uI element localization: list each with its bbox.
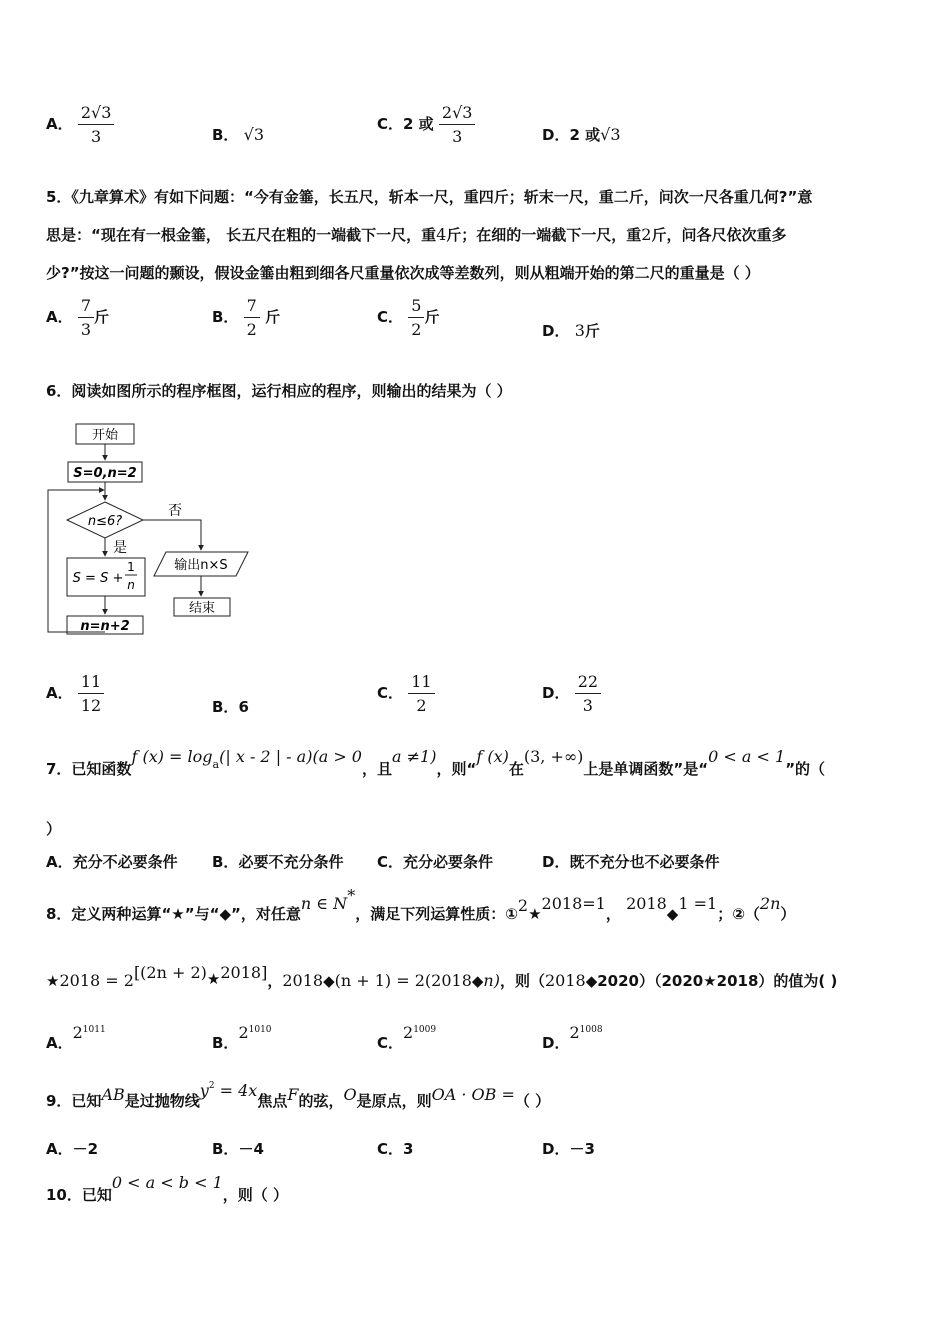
flow-no-line <box>143 520 201 550</box>
flow-end-label: 结束 <box>188 601 216 616</box>
flow-init-label: S=0,n=2 <box>73 466 137 481</box>
q9-option-d[interactable]: D．－3 <box>542 1140 595 1158</box>
fraction: $\frac{2√3}{3}$ <box>78 103 115 146</box>
fraction: $\frac{2√3}{3}$ <box>439 103 476 146</box>
q5-option-d[interactable]: D． 3斤 <box>542 321 600 340</box>
flow-update-n-label: n=n+2 <box>80 619 130 634</box>
q10-stem: 10．已知0 < a < b < 1，则（ ） <box>46 1173 288 1204</box>
q9-stem: 9．已知AB是过抛物线$y^2 = 4x$焦点F的弦，O是原点，则OA · OB =（ ） <box>46 1081 551 1110</box>
flow-yes-label: 是 <box>113 540 127 556</box>
flow-start-label: 开始 <box>91 428 119 443</box>
q8-option-b[interactable]: B．$2^{1010}$ <box>212 1023 272 1052</box>
q4-option-b[interactable]: B． √3 <box>212 125 265 144</box>
q4-option-a[interactable]: A． $\frac{2√3}{3}$ <box>46 103 114 146</box>
q8-line-2: ★2018 = 2[(2n + 2)★2018]，2018◆(n + 1) = 2(2018◆n)，则（2018◆2020）（2020★2018）的值为( ) <box>46 963 838 990</box>
q7-option-c[interactable]: C．充分必要条件 <box>377 853 494 871</box>
q5-line-1: 5．《九章算术》有如下问题：“今有金箠，长五尺，斩本一尺，重四斤；斩末一尺，重二斤，问次一尺各重几何?”意 <box>46 188 813 206</box>
q9-option-c[interactable]: C．3 <box>377 1140 414 1158</box>
q8-option-c[interactable]: C．$2^{1009}$ <box>377 1023 437 1052</box>
q8-option-a[interactable]: A．$2^{1011}$ <box>46 1023 106 1052</box>
q6-option-a[interactable]: A． $\frac{11}{12}$ <box>46 672 104 715</box>
flow-condition-label: n≤6? <box>87 514 123 529</box>
q6-flowchart <box>40 418 260 653</box>
q7-option-b[interactable]: B．必要不充分条件 <box>212 853 344 871</box>
q9-option-b[interactable]: B．－4 <box>212 1140 264 1158</box>
flow-output-label: 输出n×S <box>174 558 228 573</box>
flow-update-s-den: n <box>127 578 135 592</box>
q8-option-d[interactable]: D．$2^{1008}$ <box>542 1023 603 1052</box>
q5-option-a[interactable]: A． $\frac{7}{3}$ 斤 <box>46 296 110 339</box>
flow-loop-line <box>48 490 105 632</box>
q6-option-c[interactable]: C． $\frac{11}{2}$ <box>377 672 435 715</box>
q7-option-d[interactable]: D．既不充分也不必要条件 <box>542 853 720 871</box>
flow-update-s-num: 1 <box>127 560 135 574</box>
q5-line-3: 少?”按这一问题的颞设，假设金箠由粗到细各尺重量依次成等差数列，则从粗端开始的第二尺的重量是（ ） <box>46 264 760 282</box>
q7-option-a[interactable]: A．充分不必要条件 <box>46 853 178 871</box>
flow-update-s-label: S = S + <box>72 571 124 586</box>
q7-close: ） <box>46 820 62 838</box>
q9-option-a[interactable]: A．－2 <box>46 1140 99 1158</box>
q6-option-b[interactable]: B．6 <box>212 698 249 716</box>
q8-stem: 8．定义两种运算“★”与“◆”，对任意n ∈ N*，满足下列运算性质：①2★2018=1， 2018◆1 =1；②（2n） <box>46 886 796 923</box>
q5-option-c[interactable]: C． $\frac{5}{2}$ 斤 <box>377 296 440 339</box>
flow-no-label: 否 <box>168 503 182 519</box>
q7-stem: 7．已知函数f $(x) = \log^a(|$ x - 2 | - a)(a > 0，且a ≠1)，则“f (x)在(3, +∞)上是单调函数”是“0 < a < 1”的（ <box>46 747 826 778</box>
q5-option-b[interactable]: B． $\frac{7}{2}$ 斤 <box>212 296 281 339</box>
q4-option-d[interactable]: D．2 或√3 <box>542 125 621 144</box>
q6-stem: 6．阅读如图所示的程序框图，运行相应的程序，则输出的结果为（ ） <box>46 382 512 400</box>
q5-line-2: 思是：“现在有一根金箠， 长五尺在粗的一端截下一尺，重4斤；在细的一端截下一尺，重2斤，问各尺依次重多 <box>46 225 787 244</box>
q6-option-d[interactable]: D． $\frac{22}{3}$ <box>542 672 601 715</box>
q4-option-c[interactable]: C．2 或 $\frac{2√3}{3}$ <box>377 103 475 146</box>
